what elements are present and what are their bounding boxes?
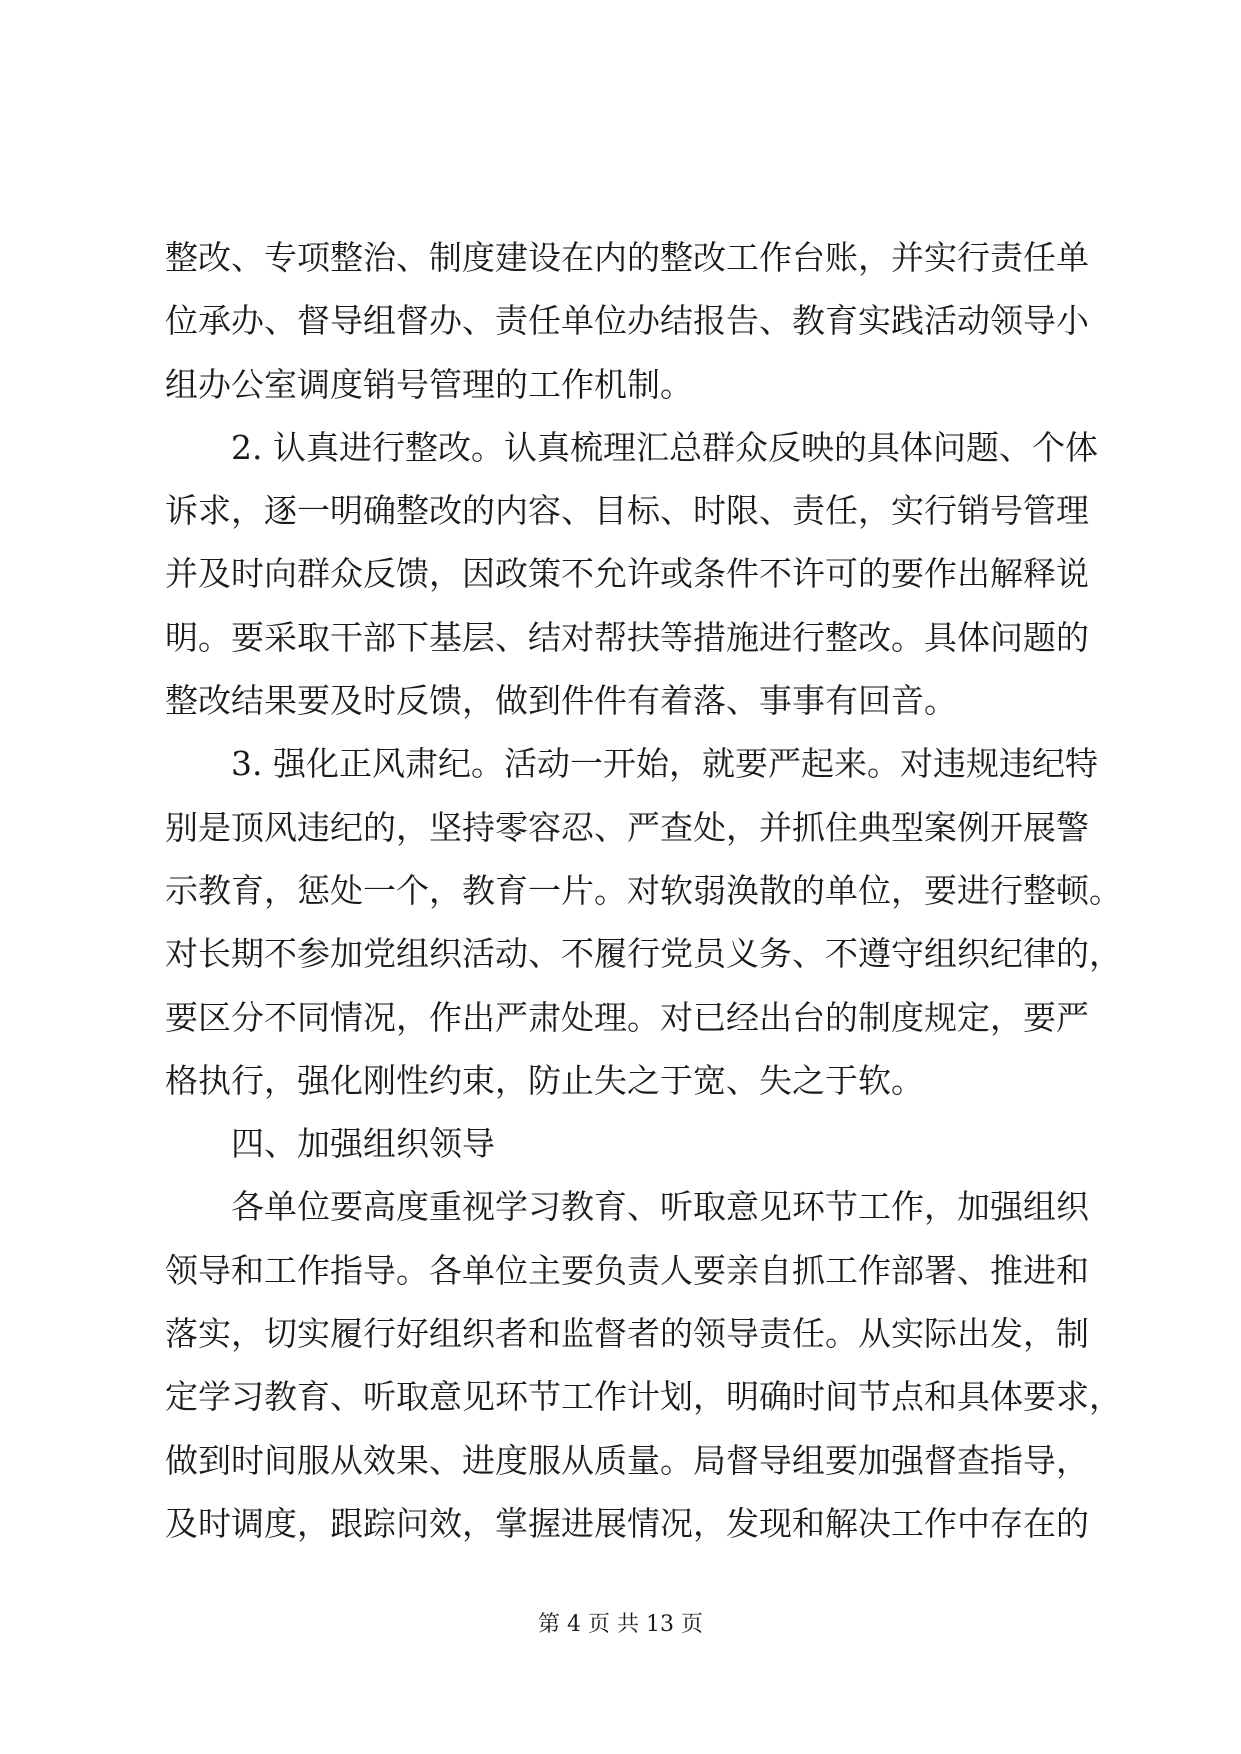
text-line: 并及时向群众反馈，因政策不允许或条件不许可的要作出解释说: [165, 554, 1089, 594]
text-line: 及时调度，跟踪问效，掌握进展情况，发现和解决工作中存在的: [165, 1503, 1089, 1543]
text-line: 做到时间服从效果、进度服从质量。局督导组要加强督查指导，: [165, 1440, 1089, 1480]
text-line: 对长期不参加党组织活动、不履行党员义务、不遵守组织纪律的，: [165, 934, 1122, 974]
text-line: 示教育，惩处一个，教育一片。对软弱涣散的单位，要进行整顿。: [165, 870, 1122, 910]
text-line: 别是顶风违纪的，坚持零容忍、严查处，并抓住典型案例开展警: [165, 807, 1089, 847]
text-line: 要区分不同情况，作出严肃处理。对已经出台的制度规定，要严: [165, 997, 1089, 1037]
text-line: 诉求，逐一明确整改的内容、目标、时限、责任，实行销号管理: [165, 491, 1089, 531]
text-line: 领导和工作指导。各单位主要负责人要亲自抓工作部署、推进和: [165, 1250, 1089, 1290]
section-heading: 四、加强组织领导: [231, 1124, 495, 1164]
text-line: 各单位要高度重视学习教育、听取意见环节工作，加强组织: [231, 1187, 1089, 1227]
text-line: 位承办、督导组督办、责任单位办结报告、教育实践活动领导小: [165, 301, 1089, 341]
page-number-footer: 第 4 页 共 13 页: [538, 1612, 703, 1637]
text-line: 整改结果要及时反馈，做到件件有着落、事事有回音。: [165, 681, 957, 721]
text-line: 定学习教育、听取意见环节工作计划，明确时间节点和具体要求，: [165, 1377, 1122, 1417]
text-line: 格执行，强化刚性约束，防止失之于宽、失之于软。: [165, 1060, 924, 1100]
text-line: 2. 认真进行整改。认真梳理汇总群众反映的具体问题、个体: [231, 427, 1098, 467]
text-line: 明。要采取干部下基层、结对帮扶等措施进行整改。具体问题的: [165, 617, 1089, 657]
text-line: 3. 强化正风肃纪。活动一开始，就要严起来。对违规违纪特: [231, 744, 1098, 784]
text-line: 组办公室调度销号管理的工作机制。: [165, 364, 693, 404]
text-line: 整改、专项整治、制度建设在内的整改工作台账，并实行责任单: [165, 238, 1089, 277]
text-line: 落实，切实履行好组织者和监督者的领导责任。从实际出发，制: [165, 1314, 1089, 1354]
document-body: [165, 226, 1122, 1555]
